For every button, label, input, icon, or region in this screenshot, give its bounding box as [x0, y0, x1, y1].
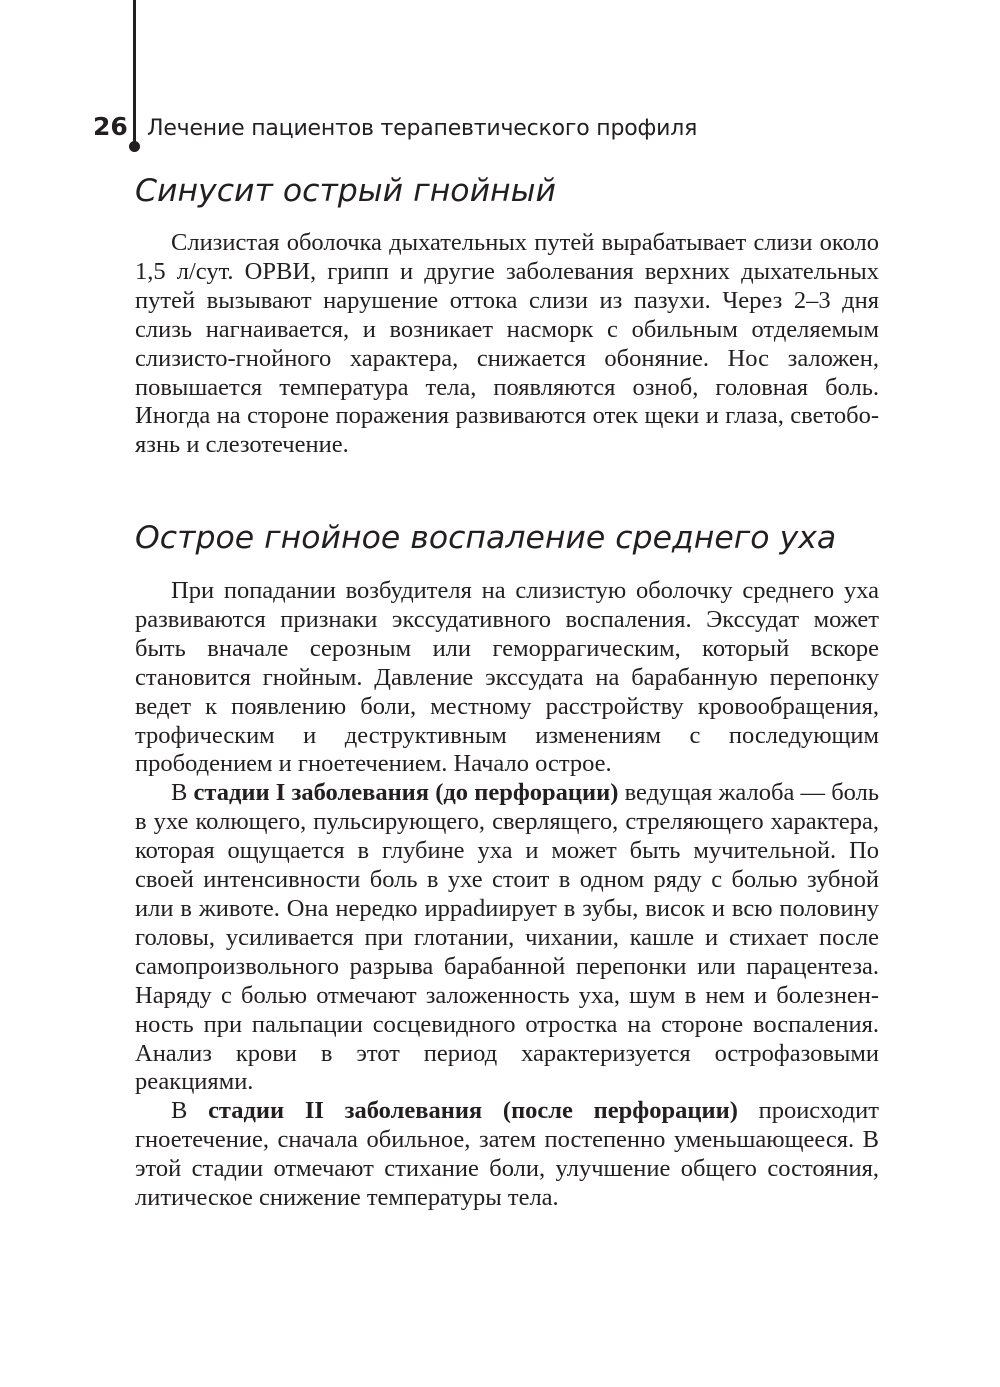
paragraph-text: ведущая жалоба — боль в ухе колющего, пульсирующего, сверлящего, стреляющего характера, которая ощущается в глубине уха и может быть мучительной. По своей интенсивности боль в ухе стоит в одном ряду с болью зубной или в животе. Она нередко ирраdиирует в зубы, висок и всю половину головы, усиливается при глотании, чихании, кашле и стихает после самопроизвольного разрыва барабанной перепонки или парацентеза. Наряду с болью отмечают заложенность уха, шум в нем и болезненность при пальпации сосцевидного отростка на стороне воспаления. Анализ крови в этот период характеризуется острофазовыми реакциями.: [135, 779, 879, 1096]
stage-2-term: стадии II заболевания (после перфорации): [208, 1097, 738, 1125]
running-title: Лечение пациентов терапевтического профиля: [147, 116, 698, 141]
paragraph-stage-2: [135, 1097, 879, 1213]
paragraph-lead: В: [171, 1097, 209, 1125]
paragraph: Слизистая оболочка дыхательных путей вырабатывает слизи около 1,5 л/сут. ОРВИ, грипп и другие заболевания верхних дыхательных путей вызывают нарушение оттока слизи из пазухи. Через 2–3 дня слизь нагнаивается, и возникает насморк с обильным отделяемым слизисто-гнойного характера, снижается обоняние. Нос заложен, повышается температура тела, появляются озноб, головная боль. Иногда на стороне поражения развиваются отек щеки и глаза, светобоязнь и слезотечение.: [135, 229, 879, 459]
paragraph-lead: В: [171, 779, 194, 807]
section-body-sinusitis: [135, 229, 879, 460]
paragraph-text: происходит гноетечение, сначала обильное, затем постепенно уменьшающееся. В этой стадии отмечают стихание боли, улучшение общего состояния, литическое снижение температуры тела.: [135, 1097, 879, 1212]
section-body-otitis: [135, 577, 879, 1213]
running-head-dot: [129, 141, 140, 152]
running-head-rule: [133, 0, 136, 148]
paragraph-stage-1: [135, 779, 879, 1097]
stage-1-term: стадии I заболевания (до перфорации): [193, 779, 619, 807]
section-heading-otitis: Острое гнойное воспаление среднего уха: [135, 520, 837, 556]
paragraph: При попадании возбудителя на слизистую оболочку среднего уха развиваются признаки экссудативного воспаления. Экссудат может быть вначале серозным или геморрагическим, который вскоре становится гнойным. Давление экссудата на барабанную перепонку ведет к появлению боли, местному расстройству кровообращения, трофическим и деструктивным изменениям с последующим прободением и гноетечением. Начало острое.: [135, 577, 879, 778]
section-heading-sinusitis: Синусит острый гнойный: [135, 173, 556, 209]
page-number: 26: [93, 112, 128, 141]
